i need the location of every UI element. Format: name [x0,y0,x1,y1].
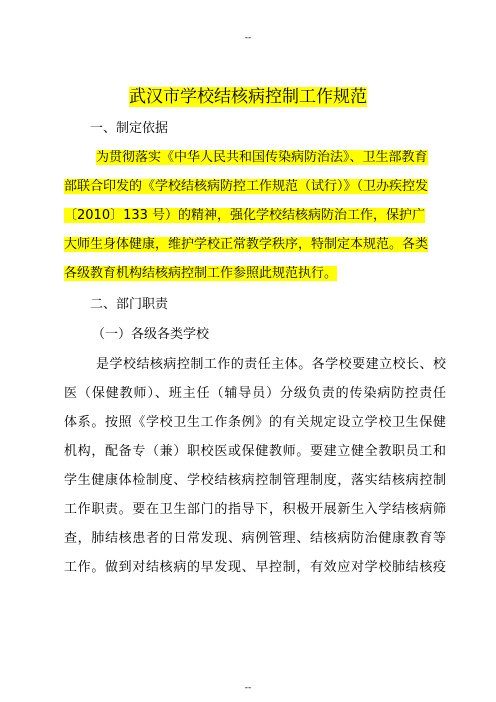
section1-line-4 [64,236,428,254]
section2-line-1: 是学校结核病控制工作的责任主体。各学校要建立校长、校 [96,357,446,372]
section1-line-1-text: 为贯彻落实《中华人民共和国传染病防治法》、卫生部教育 [96,150,428,165]
section1-heading: 一、制定依据 [90,121,169,136]
section2-subheading: （一）各级各类学校 [92,327,210,342]
section2-line-6: 工作职责。要在卫生部门的指导下，积极开展新生入学结核病筛 [64,502,446,517]
section2-line-2: 医（保健教师）、班主任（辅导员）分级负责的传染病防控责任 [64,386,446,401]
section2-heading: 二、部门职责 [90,297,169,312]
page-header-mark: -- [244,33,252,43]
section2-line-7: 查，肺结核患者的日常发现、病例管理、结核病防治健康教育等 [64,531,446,546]
section1-line-5-text: 各级教育机构结核病控制工作参照此规范执行。 [64,266,338,281]
section1-line-5 [64,265,337,283]
section1-line-4-text: 大师生身体健康，维护学校正常教学秩序，特制定本规范。各类 [64,237,429,252]
section1-line-2 [64,178,428,196]
document-title [0,86,496,108]
section2-line-5: 学生健康体检制度、学校结核病控制管理制度，落实结核病控制 [64,473,446,488]
section1-line-3-text: 〔2010〕133 号）的精神，强化学校结核病防治工作，保护广 [64,208,426,223]
page-footer-mark: -- [244,683,252,693]
section2-line-8: 工作。做到对结核病的早发现、早控制，有效应对学校肺结核疫 [64,560,446,575]
section1-line-3 [64,207,425,225]
section2-line-4: 机构，配备专（兼）职校医或保健教师。要建立健全教职员工和 [64,444,446,459]
document-title-text: 武汉市学校结核病控制工作规范 [129,87,367,107]
section1-line-1 [96,149,428,167]
section2-line-3: 体系。按照《学校卫生工作条例》的有关规定设立学校卫生保健 [64,415,446,430]
section1-line-2-text: 部联合印发的《学校结核病防控工作规范（试行）》（卫办疾控发 [64,179,429,194]
